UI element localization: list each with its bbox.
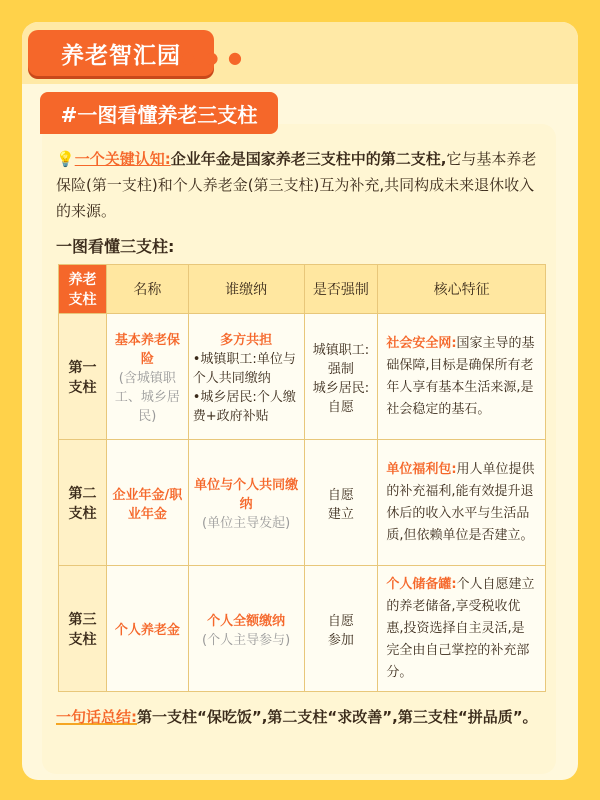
mandatory-line: 自愿 (327, 487, 354, 503)
feature-cell (378, 566, 546, 692)
payer-title: 个人全额缴纳 (207, 613, 286, 629)
header-name: 名称 (106, 265, 188, 314)
table-header-row (59, 265, 546, 314)
mandatory-line: 建立 (327, 506, 354, 522)
table-row (59, 314, 546, 440)
feature-text: 用人单位提供的补充福利,能有效提升退休后的收入水平与生活品质,但依赖单位是否建立。 (386, 461, 535, 543)
pillar-cell: 第三支柱 (59, 566, 107, 692)
feature-cell (378, 314, 546, 440)
pillars-table (58, 264, 546, 692)
pillar-name: 基本养老保险 (114, 333, 180, 367)
pillar-name: 个人养老金 (114, 623, 180, 638)
payer-title: 单位与个人共同缴纳 (194, 478, 299, 512)
pillar-cell: 第二支柱 (59, 440, 107, 566)
name-cell (106, 440, 188, 566)
payer-item: •城乡居民:个人缴费+政府补贴 (192, 390, 296, 424)
payer-item: •城镇职工:单位与个人共同缴纳 (192, 352, 296, 386)
feature-lead: 单位福利包: (386, 461, 457, 477)
mandatory-cell (304, 440, 378, 566)
intro-bold: 企业年金是国家养老三支柱中的第二支柱, (170, 150, 447, 168)
summary-lead: 一句话总结: (56, 708, 137, 726)
payer-title: 多方共担 (220, 333, 273, 348)
name-cell (106, 566, 188, 692)
mandatory-line: 城镇职工:强制 (312, 342, 370, 377)
payer-note: (个人主导参与) (202, 632, 291, 648)
payer-note: (单位主导发起) (202, 516, 291, 531)
feature-text: 国家主导的基础保障,目标是确保所有老年人享有基本生活来源,是社会稳定的基石。 (386, 335, 535, 417)
pillar-cell: 第一支柱 (59, 314, 107, 440)
section-tab: #一图看懂养老三支柱 (40, 92, 278, 134)
table-subheading: 一图看懂三支柱: (56, 237, 175, 256)
mandatory-line: 自愿 (327, 613, 354, 629)
app-title-badge (28, 30, 244, 76)
feature-lead: 个人储备罐: (386, 576, 457, 592)
pillar-name: 企业年金/职业年金 (112, 487, 183, 522)
pillar-name-note: (含城镇职工、城乡居民) (114, 371, 180, 424)
header-payer: 谁缴纳 (188, 265, 304, 314)
feature-lead: 社会安全网: (386, 335, 457, 351)
header-pillar: 养老支柱 (59, 265, 107, 314)
header-feature: 核心特征 (378, 265, 546, 314)
feature-text: 个人自愿建立的养老储备,享受税收优惠,投资选择自主灵活,是完全由自己掌控的补充部分。 (386, 576, 535, 680)
table-row (59, 440, 546, 566)
intro-rest: 它与基本养老保险(第一支柱)和个人养老金(第三支柱)互为补充,共同构成未来退休收入的来源。 (56, 150, 537, 220)
app-title: 养老智汇园 (61, 42, 181, 69)
lightbulb-icon: 💡 (56, 150, 75, 168)
table-row (59, 566, 546, 692)
mandatory-line: 城乡居民:自愿 (312, 380, 370, 415)
mandatory-line: 参加 (327, 632, 354, 648)
payer-cell (188, 440, 304, 566)
decorative-dots-icon: ● ● ● (180, 48, 244, 67)
payer-cell (188, 314, 304, 440)
summary-text: 第一支柱“保吃饭”,第二支柱“求改善”,第三支柱“拼品质”。 (137, 708, 538, 726)
name-cell (106, 314, 188, 440)
mandatory-cell (304, 314, 378, 440)
key-label: 一个关键认知: (74, 150, 171, 168)
summary (56, 704, 546, 730)
intro-paragraph (56, 146, 546, 224)
mandatory-cell (304, 566, 378, 692)
feature-cell (378, 440, 546, 566)
payer-cell (188, 566, 304, 692)
header-mandatory: 是否强制 (304, 265, 378, 314)
